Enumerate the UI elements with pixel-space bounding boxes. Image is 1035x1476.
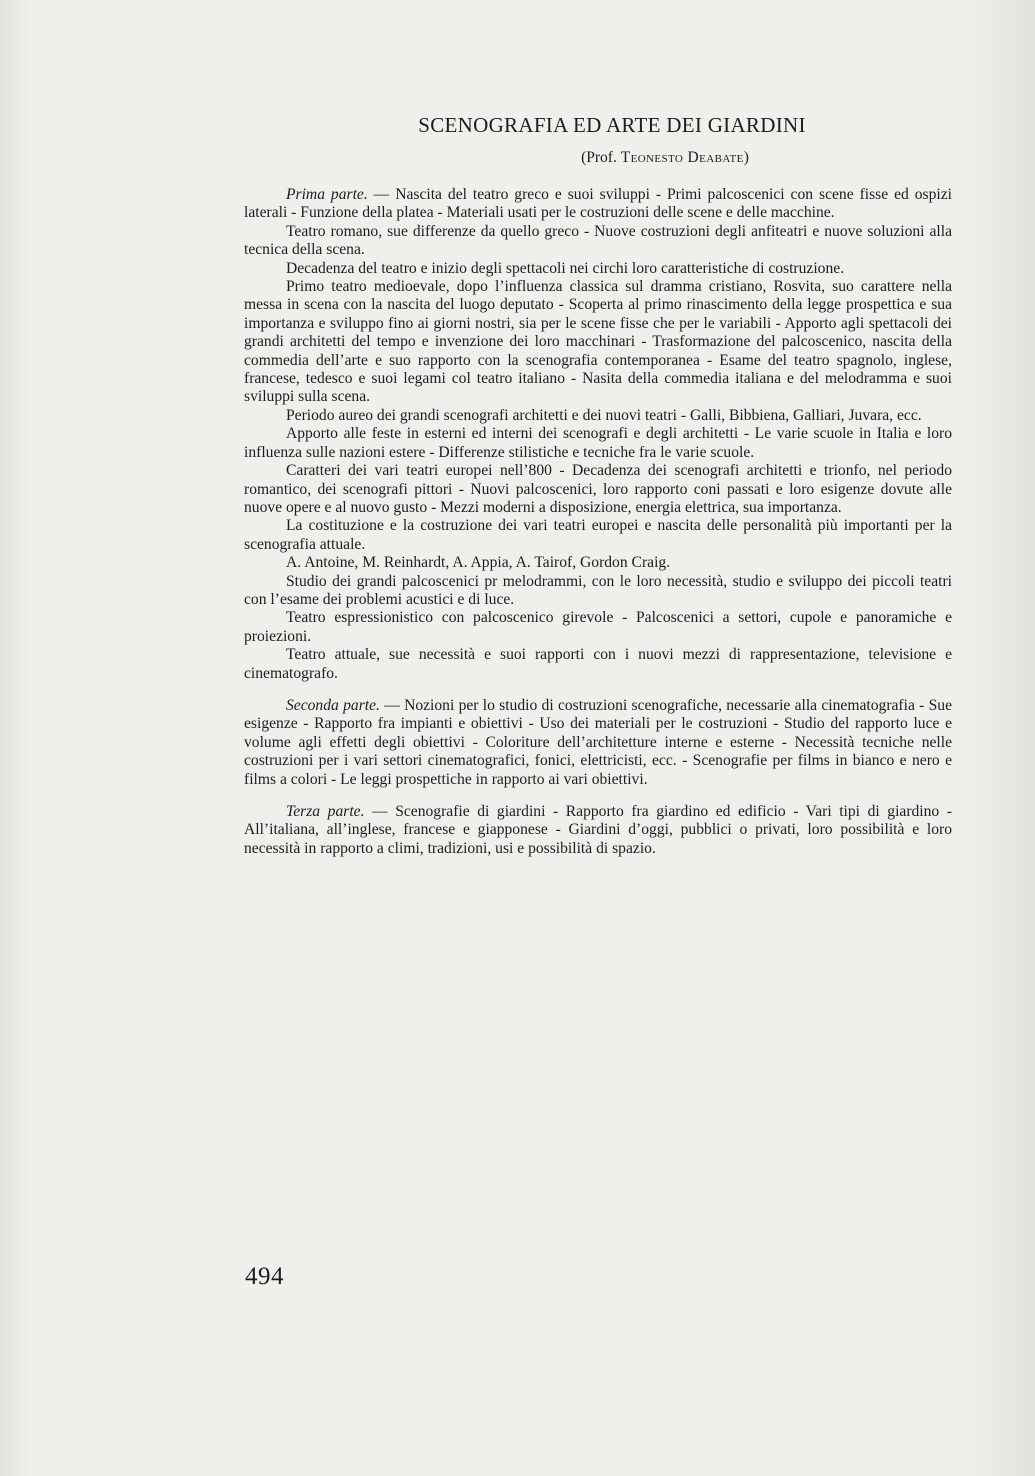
paragraph: Teatro attuale, sue necessità e suoi rapporti con i nuovi mezzi di rappresentazione, televisione e cinematografo. [244,646,952,682]
paragraph: Periodo aureo dei grandi scenografi architetti e dei nuovi teatri - Galli, Bibbiena, Galliari, Juvara, ecc. [286,406,922,424]
page-content [244,112,952,858]
paragraph-text: — Scenografie di giardini - Rapporto fra giardino ed edificio - Vari tipi di giardino - All’italiana, all’inglese, francese e giapponese - Giardini d’oggi, pubblici o privati, loro possibilità e loro necessità in rapporto a climi, tradizioni, usi e possibilità di spazio. [244,803,952,857]
page-number: 494 [245,1263,284,1290]
paragraph [244,803,952,858]
author-prefix: (Prof. [581,149,621,166]
paragraph-text: — Nozioni per lo studio di costruzioni scenografiche, necessarie alla cinematografia - Sue esigenze - Rapporto fra impianti e obiettivi - Uso dei materiali per le costruzioni - Studio del rapporto luce e volume agli effetti degli obiettivi - Coloriture dell’architetture interne e esterne - Necessità tecniche nelle costruzioni per i vari settori cinematografici, fonici, elettricisti, ecc. - Scenografie per films in bianco e nero e films a colori - Le leggi prospettiche in rapporto ai vari obiettivi. [244,696,953,788]
part-label: Seconda parte. [286,696,380,714]
part-label: Prima parte. [286,186,368,203]
section-prima-parte [244,186,952,683]
paragraph [244,186,952,223]
section-terza-parte [244,803,952,858]
paragraph: Primo teatro medioevale, dopo l’influenza classica sul dramma cristiano, Rosvita, suo carattere nella messa in scena con la nascita del luogo deputato - Scoperta al primo rinascimento della legge prospettica e sua importanza e sviluppo fino ai giorni nostri, sia per le scene fisse che per le variabili - Apporto agli spettacoli dei grandi architetti del tempo e invenzione dei loro macchinari - Trasformazione del palcoscenico, nascita della commedia dell’arte e suo rapporto con la scenografia contemporanea - Esame del teatro spagnolo, inglese, francese, tedesco e suoi legami col teatro italiano - Nasita della commedia italiana e del melodramma e suoi sviluppi sulla scena. [244,278,952,406]
paragraph: Decadenza del teatro e inizio degli spettacoli nei circhi loro caratteristiche di costruzione. [286,259,845,277]
part-label: Terza parte. [286,803,365,820]
author-line [244,148,952,168]
paragraph: Teatro romano, sue differenze da quello greco - Nuove costruzioni degli anfiteatri e nuove soluzioni alla tecnica della scena. [244,222,952,259]
page-edge-shadow-right [965,0,1035,1476]
author-name: Teonesto Deabate [620,149,744,166]
paragraph: Apporto alle feste in esterni ed interni dei scenografi e degli architetti - Le varie scuole in Italia e loro influenza sulle nazioni estere - Differenze stilistiche e tecniche fra le varie scuole. [244,425,952,461]
paragraph-text: — Nascita del teatro greco e suoi sviluppi - Primi palcoscenici con scene fisse ed ospizi laterali - Funzione della platea - Materiali usati per le costruzioni delle scene e delle macchine. [244,186,952,222]
paragraph: La costituzione e la costruzione dei vari teatri europei e nascita delle personalità più importanti per la scenografia attuale. [244,517,952,553]
paragraph [244,697,952,789]
paragraph: A. Antoine, M. Reinhardt, A. Appia, A. Tairof, Gordon Craig. [286,554,671,572]
author-suffix: ) [743,149,749,166]
paragraph: Teatro espressionistico con palcoscenico girevole - Palcoscenici a settori, cupole e panoramiche e proiezioni. [244,609,952,645]
paragraph: Caratteri dei vari teatri europei nell’800 - Decadenza dei scenografi architetti e trionfo, nel periodo romantico, dei scenografi pittori - Nuovi palcoscenici, loro rapporto coni passati e loro esigenze dovute alle nuove opere e al nuovo gusto - Mezzi moderni a disposizione, energia elettrica, sua importanza. [244,462,952,516]
page-edge-shadow-left [0,0,30,1476]
document-title: SCENOGRAFIA ED ARTE DEI GIARDINI [418,113,806,137]
paragraph: Studio dei grandi palcoscenici pr melodrammi, con le loro necessità, studio e sviluppo dei piccoli teatri con l’esame dei problemi acustici e di luce. [244,572,952,608]
section-seconda-parte [244,697,952,789]
